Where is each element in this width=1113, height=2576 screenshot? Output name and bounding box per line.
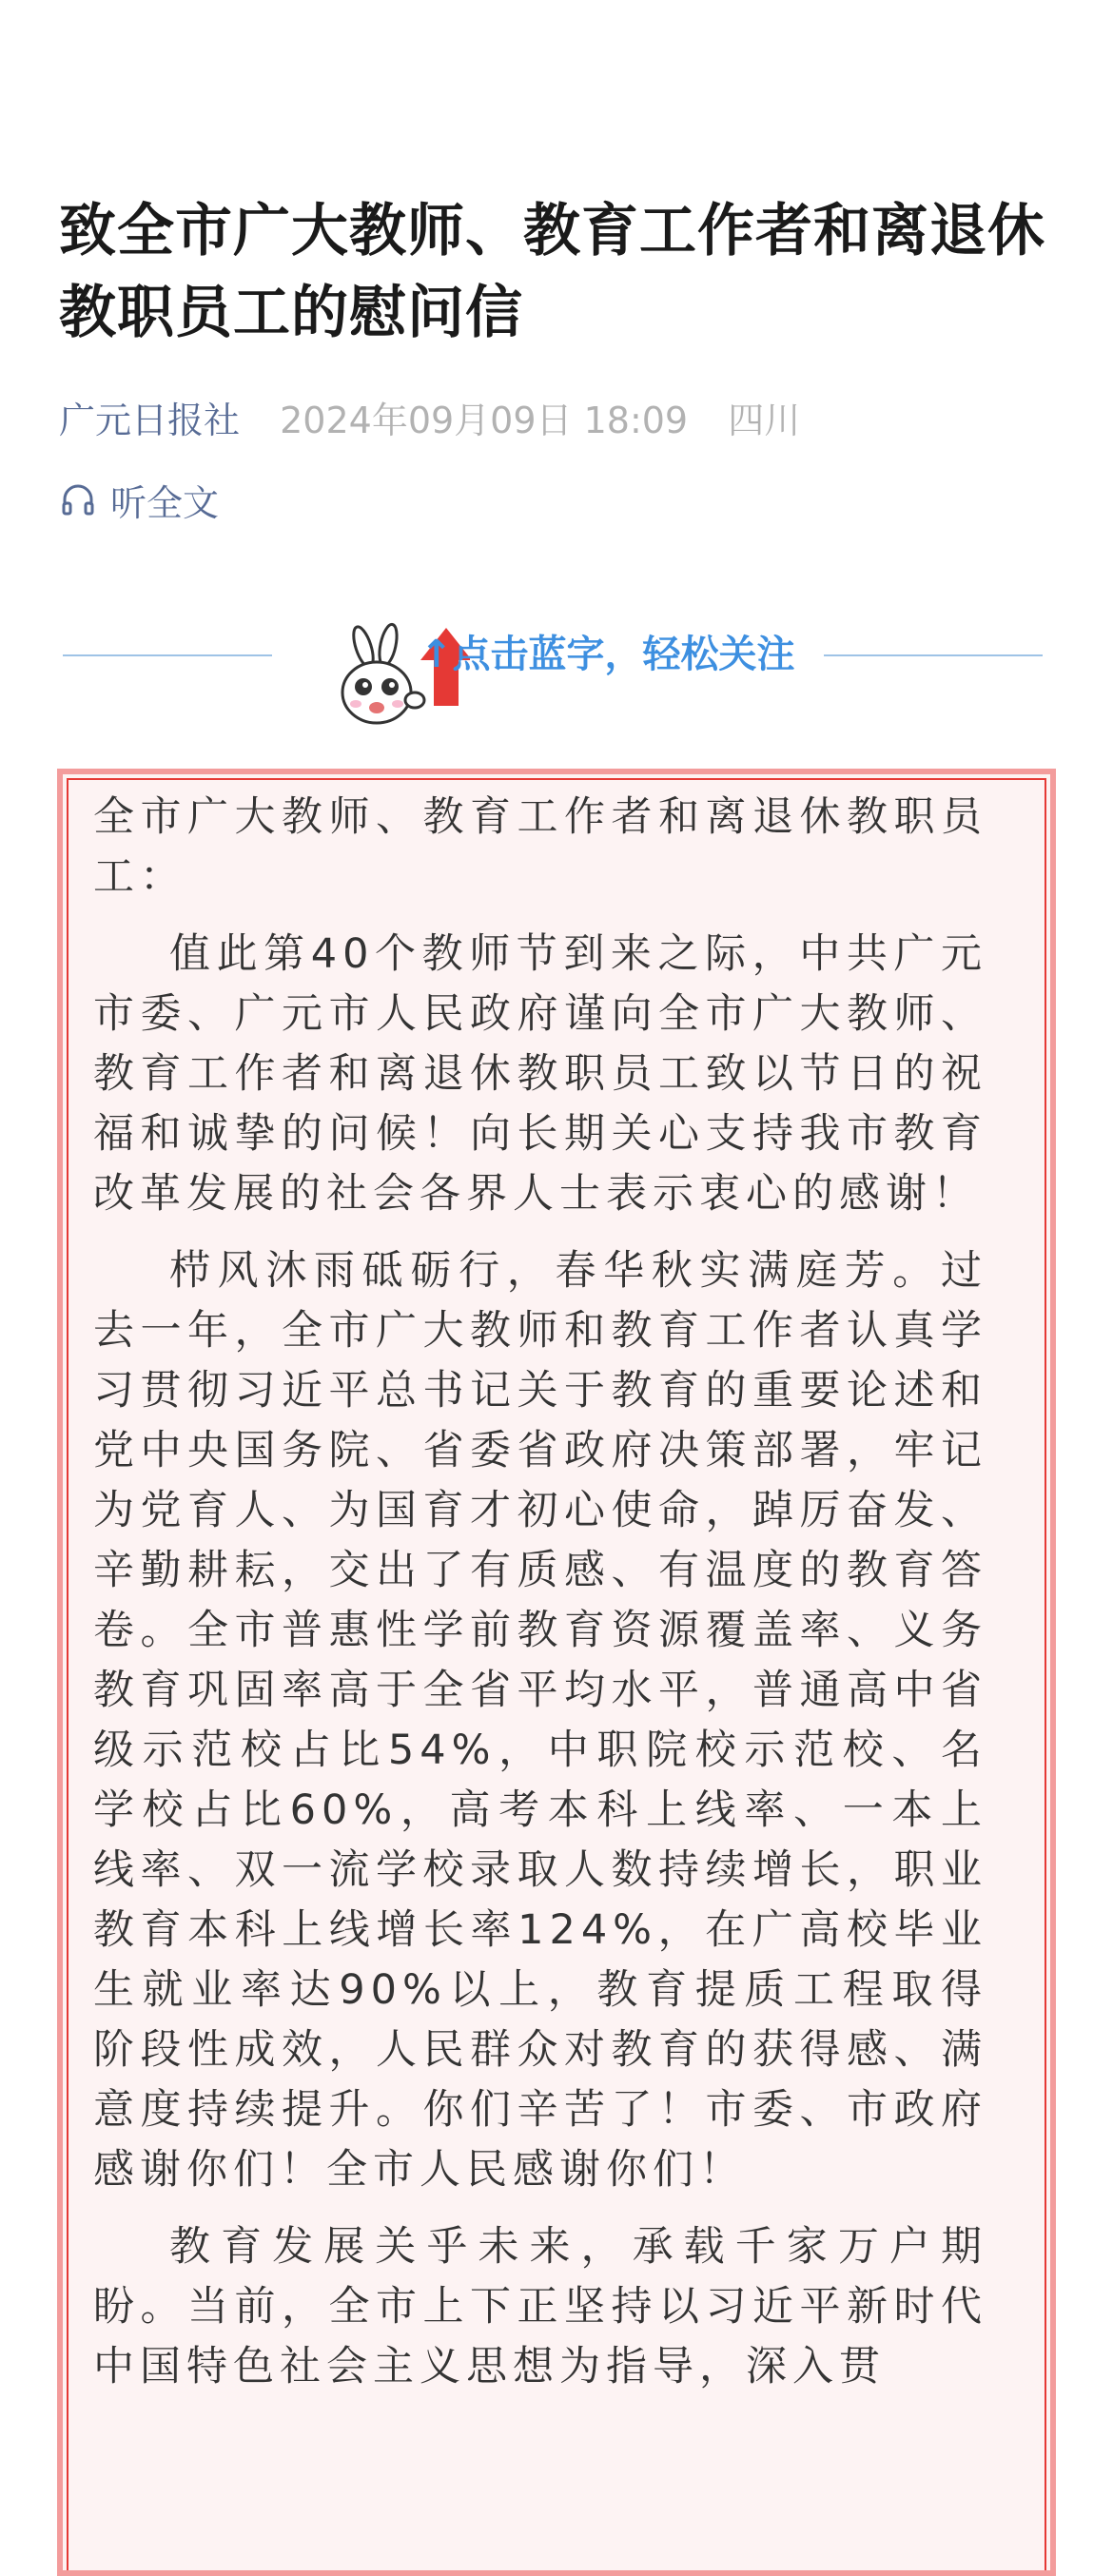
letter-paragraph: 值此第40个教师节到来之际，中共广元市委、广元市人民政府谨向全市广大教师、教育工作者和离退休教职员工致以节日的祝福和诚挚的问候！向长期关心支持我市教育改革发展的社会各界人士表示衷心的感谢！ <box>93 930 987 1218</box>
letter-salutation: 全市广大教师、教育工作者和离退休教职员工： <box>93 793 987 901</box>
article-title: 致全市广大教师、教育工作者和离退休教职员工的慰问信 <box>59 198 1045 346</box>
headphones-icon <box>59 480 97 518</box>
letter-paragraph: 教育发展关乎未来，承载千家万户期盼。当前，全市上下正坚持以习近平新时代中国特色社会主义思想为指导，深入贯 <box>93 2223 987 2391</box>
banner-divider-right <box>824 654 1043 656</box>
article-meta <box>59 392 800 449</box>
follow-prompt-text[interactable]: ↑点击蓝字，轻松关注 <box>420 633 795 676</box>
article-source-link[interactable]: 广元日报社 <box>59 400 241 441</box>
follow-banner[interactable] <box>63 618 1043 742</box>
letter-paragraph: 栉风沐雨砥砺行，春华秋实满庭芳。过去一年，全市广大教师和教育工作者认真学习贯彻习近平总书记关于教育的重要论述和党中央国务院、省委省政府决策部署，牢记为党育人、为国育才初心使命，踔厉奋发、辛勤耕耘，交出了有质感、有温度的教育答卷。全市普惠性学前教育资源覆盖率、义务教育巩固率高于全省平均水平，普通高中省级示范校占比54%，中职院校示范校、名学校占比60%，高考本科上线率、一本上线率、双一流学校录取人数持续增长，职业教育本科上线增长率124%，在广高校毕业生就业率达90%以上，教育提质工程取得阶段性成效，人民群众对教育的获得感、满意度持续提升。你们辛苦了！市委、市政府感谢你们！全市人民感谢你们！ <box>93 1247 987 2194</box>
article-location: 四川 <box>728 400 801 441</box>
article-date: 2024年09月09日 18:09 <box>280 400 689 441</box>
listen-full-text-button[interactable] <box>59 471 219 528</box>
letter-body <box>93 788 987 2414</box>
listen-label: 听全文 <box>110 481 220 524</box>
banner-divider-left <box>63 654 272 656</box>
